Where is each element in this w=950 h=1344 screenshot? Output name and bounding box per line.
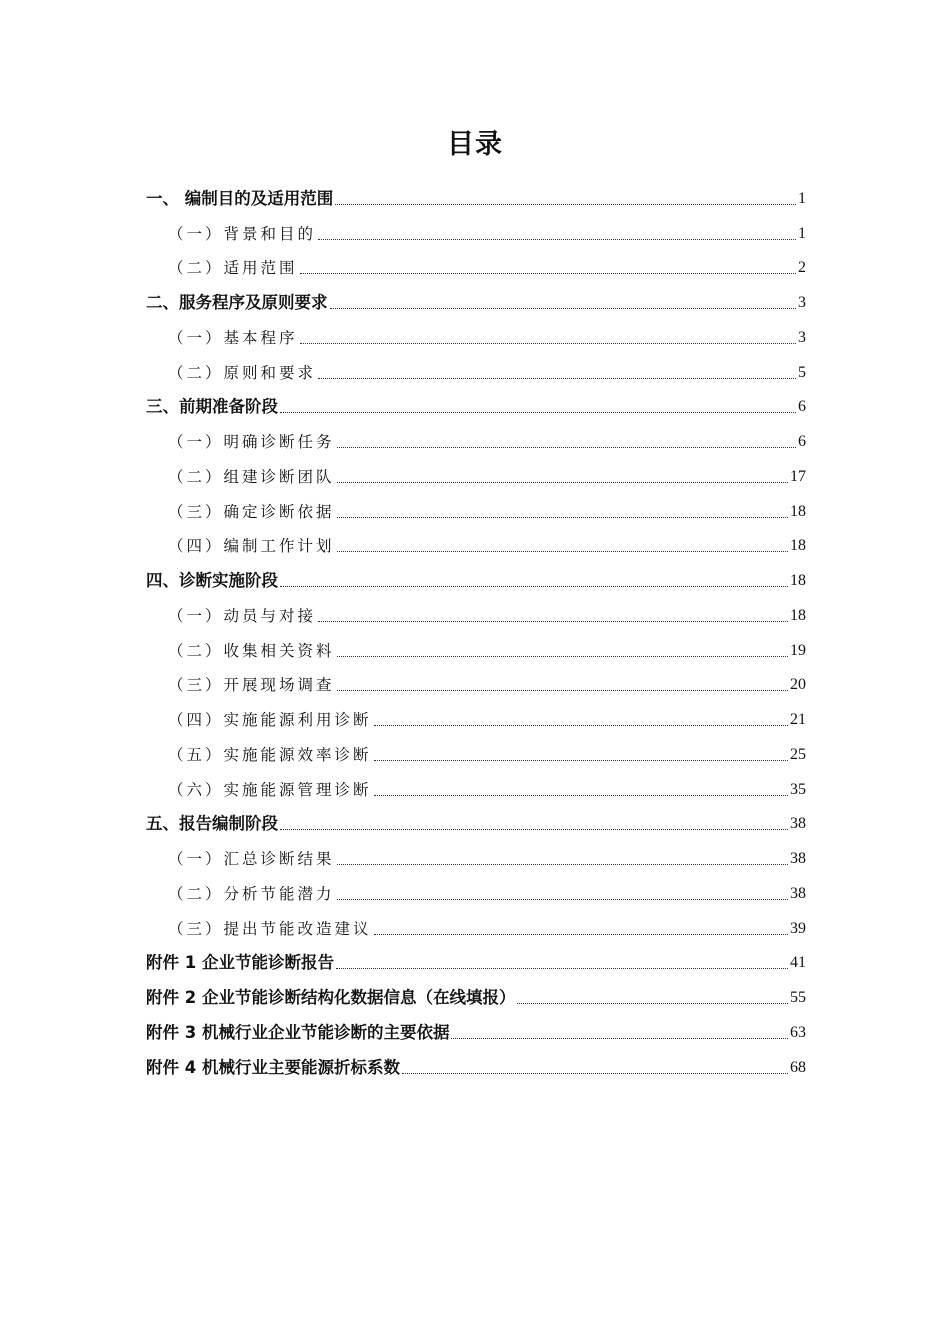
toc-page-number: 5 (798, 363, 806, 381)
toc-dot-leader (330, 308, 797, 309)
toc-dot-leader (300, 273, 796, 274)
toc-entry-text: （二）收集相关资料 (168, 641, 335, 660)
toc-entry-text: （三）确定诊断依据 (168, 502, 335, 521)
toc-entry[interactable] (146, 771, 806, 806)
toc-entry[interactable] (146, 319, 806, 354)
toc-page-number: 3 (798, 294, 806, 311)
toc-dot-leader (517, 1003, 788, 1004)
toc-dot-leader (374, 795, 788, 796)
toc-dot-leader (335, 204, 796, 205)
toc-entry[interactable] (146, 701, 806, 736)
toc-dot-leader (337, 864, 788, 865)
toc-page-number: 1 (798, 189, 806, 207)
toc-page-number: 18 (790, 606, 806, 624)
toc-entry-text: 三、前期准备阶段 (146, 397, 278, 417)
toc-entry[interactable] (146, 632, 806, 667)
toc-entry-text: 五、报告编制阶段 (146, 814, 278, 834)
toc-page-number: 38 (790, 850, 806, 867)
toc-entry-text: （二）组建诊断团队 (168, 467, 335, 486)
toc-dot-leader (374, 934, 788, 935)
toc-dot-leader (280, 829, 788, 830)
toc-dot-leader (300, 343, 796, 344)
toc-page-number: 38 (790, 815, 806, 833)
toc-page-number: 39 (790, 919, 806, 937)
toc-page-number: 41 (790, 954, 806, 972)
toc-entry-text: 附件 2 企业节能诊断结构化数据信息（在线填报） (146, 988, 516, 1007)
toc-entry-text: （四）编制工作计划 (168, 537, 335, 556)
toc-dot-leader (337, 551, 788, 552)
toc-dot-leader (337, 517, 788, 518)
toc-page-number: 20 (790, 676, 806, 694)
toc-dot-leader (374, 725, 788, 726)
toc-page-number: 6 (798, 398, 806, 416)
toc-dot-leader (336, 968, 788, 969)
toc-entry[interactable] (146, 597, 806, 632)
toc-entry[interactable] (146, 1014, 806, 1049)
toc-entry[interactable] (146, 354, 806, 389)
toc-entry[interactable] (146, 736, 806, 771)
toc-entry-text: （二）分析节能潜力 (168, 884, 335, 903)
toc-entry-text: （六）实施能源管理诊断 (168, 780, 372, 799)
toc-page-number: 35 (790, 780, 806, 798)
toc-entry-text: 一、 编制目的及适用范围 (146, 188, 334, 208)
toc-dot-leader (402, 1073, 788, 1074)
toc-entry-text: （五）实施能源效率诊断 (168, 745, 372, 764)
toc-dot-leader (318, 239, 796, 240)
toc-page-number: 18 (790, 537, 806, 555)
toc-dot-leader (318, 378, 796, 379)
toc-dot-leader (337, 899, 788, 900)
toc-entry[interactable] (146, 562, 806, 597)
toc-entry[interactable] (146, 528, 806, 563)
toc-entry-text: （三）提出节能改造建议 (168, 919, 372, 938)
toc-page-number: 2 (798, 259, 806, 277)
toc-dot-leader (318, 621, 788, 622)
toc-entry[interactable] (146, 667, 806, 702)
toc-dot-leader (374, 760, 788, 761)
toc-entry[interactable] (146, 979, 806, 1014)
toc-entry-text: （一）基本程序 (168, 328, 298, 347)
toc-page-number: 18 (790, 572, 806, 589)
toc-dot-leader (337, 447, 796, 448)
toc-entry-text: （一）明确诊断任务 (168, 433, 335, 451)
toc-entry-text: （四）实施能源利用诊断 (168, 711, 372, 729)
toc-entry[interactable] (146, 423, 806, 458)
toc-entry[interactable] (146, 840, 806, 875)
toc-page-number: 63 (790, 1023, 806, 1041)
toc-dot-leader (337, 656, 788, 657)
toc-entry-text: 四、诊断实施阶段 (146, 571, 278, 590)
toc-entry-text: 附件 1 企业节能诊断报告 (146, 953, 334, 973)
table-of-contents (146, 180, 806, 1084)
toc-dot-leader (280, 586, 788, 587)
toc-entry-text: （一）汇总诊断结果 (168, 850, 335, 868)
toc-page-number: 25 (790, 745, 806, 763)
toc-page-number: 17 (790, 467, 806, 485)
toc-page-number: 1 (798, 224, 806, 242)
toc-entry[interactable] (146, 493, 806, 528)
toc-dot-leader (280, 412, 796, 413)
toc-dot-leader (337, 690, 788, 691)
toc-entry[interactable] (146, 875, 806, 910)
toc-entry[interactable] (146, 945, 806, 980)
toc-entry-text: 二、服务程序及原则要求 (146, 293, 328, 312)
toc-page-number: 3 (798, 328, 806, 346)
toc-entry[interactable] (146, 389, 806, 424)
toc-page-number: 55 (790, 989, 806, 1006)
toc-entry[interactable] (146, 806, 806, 841)
toc-entry-text: （一）背景和目的 (168, 224, 317, 243)
toc-page-number: 18 (790, 502, 806, 520)
toc-page-number: 68 (790, 1058, 806, 1076)
toc-entry[interactable] (146, 250, 806, 285)
toc-entry[interactable] (146, 180, 806, 215)
toc-entry[interactable] (146, 910, 806, 945)
toc-entry[interactable] (146, 284, 806, 319)
toc-entry-text: （二）适用范围 (168, 259, 298, 278)
toc-entry-text: （二）原则和要求 (168, 363, 317, 382)
toc-dot-leader (337, 482, 788, 483)
toc-entry-text: （三）开展现场调查 (168, 676, 335, 695)
toc-entry-text: 附件 3 机械行业企业节能诊断的主要依据 (146, 1022, 450, 1042)
toc-dot-leader (451, 1038, 788, 1039)
toc-page-number: 6 (798, 433, 806, 450)
toc-entry[interactable] (146, 215, 806, 250)
toc-entry[interactable] (146, 458, 806, 493)
toc-entry-text: 附件 4 机械行业主要能源折标系数 (146, 1057, 400, 1077)
page-title: 目录 (447, 129, 503, 160)
toc-page-number: 19 (790, 641, 806, 659)
toc-page-number: 21 (790, 711, 806, 728)
toc-page-number: 38 (790, 884, 806, 902)
toc-entry[interactable] (146, 1049, 806, 1084)
toc-entry-text: （一）动员与对接 (168, 606, 317, 625)
